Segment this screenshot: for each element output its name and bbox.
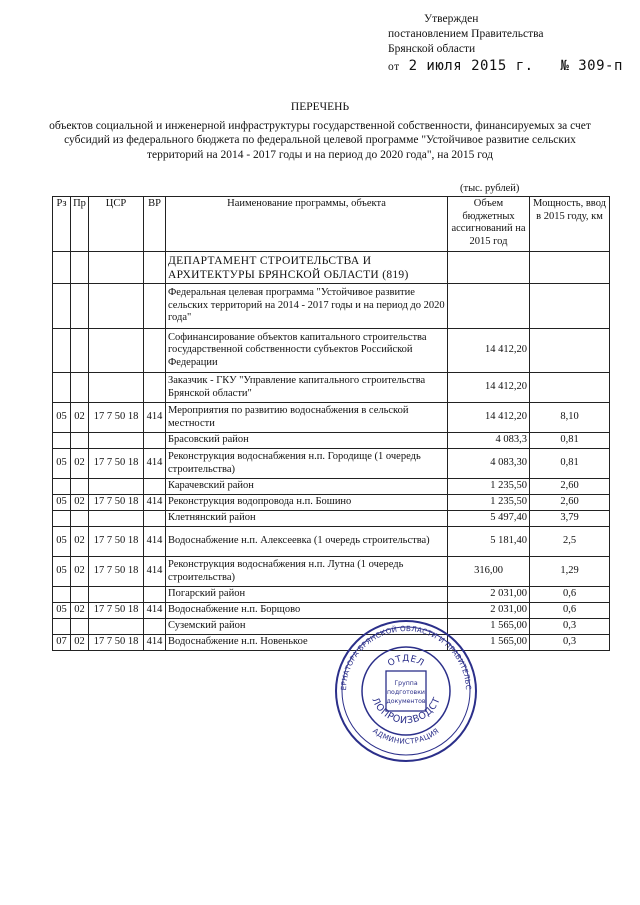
table-cell-vr — [144, 511, 166, 527]
table-cell-power: 8,10 — [530, 403, 610, 433]
table-cell-name: Мероприятия по развитию водоснабжения в сельской местности — [166, 403, 448, 433]
table-cell-name: Водоснабжение н.п. Алексеевка (1 очередь строительства) — [166, 527, 448, 557]
document-heading: ПЕРЕЧЕНЬ — [290, 101, 350, 113]
table-cell-rz — [53, 619, 71, 635]
table-cell-csr: 17 7 50 18 — [89, 527, 144, 557]
table-cell-name: Погарский район — [166, 587, 448, 603]
table-cell-power: 3,79 — [530, 511, 610, 527]
table-cell-name: Брасовский район — [166, 433, 448, 449]
table-row-district — [53, 433, 610, 449]
stamp-center-line-1: Группа — [394, 680, 418, 687]
table-cell-pr — [71, 433, 89, 449]
table-cell-vr: 414 — [144, 449, 166, 479]
stamp-center-line-3: документов — [386, 698, 426, 705]
table-cell-csr: 17 7 50 18 — [89, 603, 144, 619]
table-cell-name: Софинансирование объектов капитального строительства государственной собственности субъектов Российской Федерации — [166, 329, 448, 373]
document-title-text: объектов социальной и инженерной инфраструктуры государственной собственности, финансируемых за счет субсидий из федерального бюджета по федеральной целевой программе "Устойчивое развитие сельских территорий на 2014 - 2017 годы и на период до 2020 года", на 2015 год — [49, 119, 591, 161]
table-row — [53, 495, 610, 511]
table-cell-csr — [89, 479, 144, 495]
table-cell-csr — [89, 373, 144, 403]
table-cell-volume — [448, 284, 530, 329]
table-cell-pr: 02 — [71, 635, 89, 651]
stamp-seal-icon — [332, 617, 480, 765]
table-cell-name: Водоснабжение н.п. Новенькое — [166, 635, 448, 651]
table-row — [53, 449, 610, 479]
table-cell-csr — [89, 252, 144, 284]
table-cell-csr: 17 7 50 18 — [89, 403, 144, 433]
stamp-center-line-2: подготовки — [387, 689, 425, 696]
table-cell-volume: 14 412,20 — [448, 329, 530, 373]
table-cell-vr — [144, 479, 166, 495]
table-cell-vr — [144, 252, 166, 284]
table-cell-csr — [89, 284, 144, 329]
table-cell-name: Реконструкция водоснабжения н.п. Лутна (1 очередь строительства) — [166, 557, 448, 587]
table-row-measures — [53, 403, 610, 433]
table-cell-name: Федеральная целевая программа "Устойчивое развитие сельских территорий на 2014 - 2017 годы и на период до 2020 года" — [166, 284, 448, 329]
table-cell-power: 2,60 — [530, 479, 610, 495]
table-cell-pr — [71, 284, 89, 329]
table-row-program — [53, 284, 610, 329]
approval-line-2: постановлением Правительства — [388, 28, 544, 40]
table-cell-csr: 17 7 50 18 — [89, 635, 144, 651]
table-cell-vr: 414 — [144, 495, 166, 511]
table-row — [53, 603, 610, 619]
table-cell-rz: 05 — [53, 603, 71, 619]
table-cell-power: 0,6 — [530, 603, 610, 619]
table-cell-vr: 414 — [144, 527, 166, 557]
table-cell-pr — [71, 373, 89, 403]
table-cell-pr: 02 — [71, 495, 89, 511]
table-cell-rz — [53, 373, 71, 403]
table-cell-name: Заказчик - ГКУ "Управление капитального строительства Брянской области" — [166, 373, 448, 403]
table-cell-power: 0,81 — [530, 449, 610, 479]
approval-line-3: Брянской области — [388, 43, 476, 55]
appropriations-table — [52, 196, 610, 651]
table-cell-power — [530, 373, 610, 403]
table-cell-volume: 5 181,40 — [448, 527, 530, 557]
units-note: (тыс. рублей) — [460, 183, 520, 194]
table-cell-power — [530, 252, 610, 284]
table-cell-volume: 14 412,20 — [448, 403, 530, 433]
table-cell-rz: 07 — [53, 635, 71, 651]
header-pr: Пр — [71, 197, 89, 252]
table-cell-csr: 17 7 50 18 — [89, 495, 144, 511]
table-cell-csr — [89, 587, 144, 603]
table-cell-csr: 17 7 50 18 — [89, 449, 144, 479]
table-cell-rz — [53, 252, 71, 284]
table-cell-volume: 14 412,20 — [448, 373, 530, 403]
table-cell-vr — [144, 373, 166, 403]
stamp-ring-bottom: АДМИНИСТРАЦИЯ — [371, 726, 441, 746]
table-cell-name: Суземский район — [166, 619, 448, 635]
table-cell-csr — [89, 619, 144, 635]
table-row-district — [53, 479, 610, 495]
table-cell-pr: 02 — [71, 557, 89, 587]
table-cell-volume: 4 083,3 — [448, 433, 530, 449]
header-rz: Рз — [53, 197, 71, 252]
table-cell-rz — [53, 587, 71, 603]
table-cell-volume: 1 565,00 — [448, 619, 530, 635]
table-cell-power — [530, 284, 610, 329]
table-cell-volume: 5 497,40 — [448, 511, 530, 527]
table-cell-vr: 414 — [144, 557, 166, 587]
table-cell-rz — [53, 329, 71, 373]
table-cell-volume: 1 235,50 — [448, 495, 530, 511]
table-cell-rz: 05 — [53, 449, 71, 479]
table-row — [53, 527, 610, 557]
table-cell-power — [530, 329, 610, 373]
official-stamp — [332, 617, 480, 765]
svg-text:ОТДЕЛ — [386, 654, 425, 669]
table-row-customer — [53, 373, 610, 403]
table-cell-name: Реконструкция водоснабжения н.п. Городище (1 очередь строительства) — [166, 449, 448, 479]
table-cell-power: 0,3 — [530, 635, 610, 651]
table-row-district — [53, 619, 610, 635]
table-cell-vr: 414 — [144, 635, 166, 651]
table-row — [53, 635, 610, 651]
header-csr: ЦСР — [89, 197, 144, 252]
table-row-district — [53, 587, 610, 603]
table-row-district — [53, 511, 610, 527]
table-cell-pr — [71, 511, 89, 527]
table-cell-volume: 1 565,00 — [448, 635, 530, 651]
table-cell-volume: 1 235,50 — [448, 479, 530, 495]
table-cell-power: 0,81 — [530, 433, 610, 449]
table-cell-pr — [71, 252, 89, 284]
table-cell-rz: 05 — [53, 557, 71, 587]
approval-number: № 309-п — [560, 58, 623, 74]
stamp-inner-arc: ЛОПРОИЗВОДСТ — [369, 695, 443, 727]
header-name: Наименование программы, объекта — [166, 197, 448, 252]
table-cell-rz: 05 — [53, 403, 71, 433]
table-cell-rz — [53, 433, 71, 449]
approval-date-line — [388, 59, 628, 75]
table-cell-vr — [144, 433, 166, 449]
table-cell-vr — [144, 619, 166, 635]
table-cell-power: 1,29 — [530, 557, 610, 587]
table-cell-pr — [71, 587, 89, 603]
table-cell-csr — [89, 329, 144, 373]
table-cell-rz — [53, 479, 71, 495]
table-cell-vr — [144, 284, 166, 329]
table-cell-vr — [144, 329, 166, 373]
table-cell-power: 2,5 — [530, 527, 610, 557]
document-title-block — [40, 100, 600, 162]
table-cell-pr — [71, 329, 89, 373]
stamp-dept: ОТДЕЛ — [386, 653, 426, 669]
approval-line-1: Утвержден — [424, 13, 479, 25]
header-volume: Объем бюджетных ассигнований на 2015 год — [448, 197, 530, 252]
table-cell-csr: 17 7 50 18 — [89, 557, 144, 587]
table-cell-vr — [144, 587, 166, 603]
table-cell-name: Карачевский район — [166, 479, 448, 495]
table-cell-volume: 2 031,00 — [448, 603, 530, 619]
table-cell-pr: 02 — [71, 603, 89, 619]
table-row-department — [53, 252, 610, 284]
table-cell-volume: 4 083,30 — [448, 449, 530, 479]
table-row — [53, 557, 610, 587]
table-cell-power: 0,3 — [530, 619, 610, 635]
table-cell-power: 0,6 — [530, 587, 610, 603]
table-cell-pr — [71, 619, 89, 635]
approval-date: 2 июля 2015 г. — [408, 58, 534, 74]
table-cell-name: Клетнянский район — [166, 511, 448, 527]
table-cell-vr: 414 — [144, 603, 166, 619]
table-cell-name: Водоснабжение н.п. Борщово — [166, 603, 448, 619]
table-cell-pr — [71, 479, 89, 495]
table-cell-volume — [448, 252, 530, 284]
svg-text:АДМИНИСТРАЦИЯ — [371, 726, 441, 746]
approval-block — [388, 12, 628, 75]
table-cell-pr: 02 — [71, 527, 89, 557]
table-row-cofinancing — [53, 329, 610, 373]
table-cell-volume: 2 031,00 — [448, 587, 530, 603]
table-cell-vr: 414 — [144, 403, 166, 433]
approval-date-prefix: от — [388, 61, 400, 73]
table-cell-pr: 02 — [71, 449, 89, 479]
table-cell-rz: 05 — [53, 527, 71, 557]
header-power: Мощность, ввод в 2015 году, км — [530, 197, 610, 252]
stamp-ring-top: ЕРНАТОРА БРЯНСКОЙ ОБЛАСТИ И ПРАВИТЕЛЬС — [338, 623, 474, 691]
table-cell-volume: 316,00 — [448, 557, 530, 587]
table-cell-rz: 05 — [53, 495, 71, 511]
table-cell-rz — [53, 284, 71, 329]
table-cell-csr — [89, 511, 144, 527]
table-header-row — [53, 197, 610, 252]
table-cell-name: Реконструкция водопровода н.п. Бошино — [166, 495, 448, 511]
table-cell-power: 2,60 — [530, 495, 610, 511]
table-cell-rz — [53, 511, 71, 527]
table-cell-name: ДЕПАРТАМЕНТ СТРОИТЕЛЬСТВА И АРХИТЕКТУРЫ БРЯНСКОЙ ОБЛАСТИ (819) — [166, 252, 448, 284]
table-cell-csr — [89, 433, 144, 449]
table-cell-pr: 02 — [71, 403, 89, 433]
header-vr: ВР — [144, 197, 166, 252]
